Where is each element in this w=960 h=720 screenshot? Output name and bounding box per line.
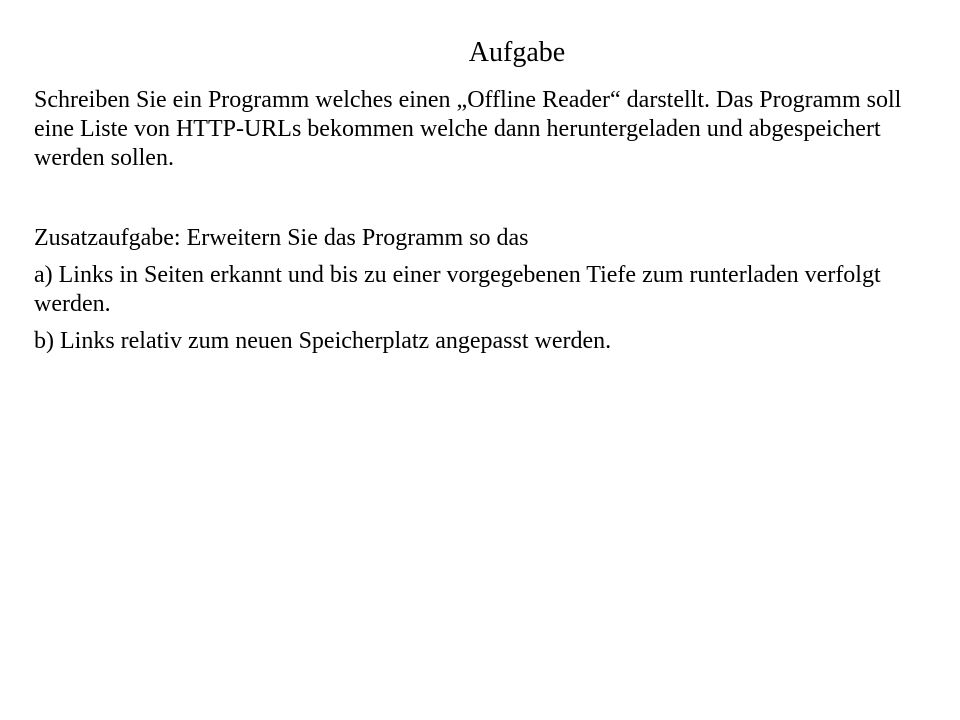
- slide-title: Aufgabe: [468, 37, 566, 68]
- bonus-task-item-a: a) Links in Seiten erkannt und bis zu einer vorgegebenen Tiefe zum runterladen verfolgt werden.: [34, 262, 881, 317]
- task-description: Schreiben Sie ein Programm welches einen „Offline Reader“ darstellt. Das Programm soll eine Liste von HTTP-URLs bekommen welche dann heruntergeladen und abgespeichert werden sollen.: [34, 87, 902, 171]
- bonus-task-intro: Zusatzaufgabe: Erweitern Sie das Programm so das: [34, 225, 529, 251]
- bonus-task-item-b: b) Links relativ zum neuen Speicherplatz angepasst werden.: [34, 328, 612, 354]
- slide-body: [34, 86, 924, 356]
